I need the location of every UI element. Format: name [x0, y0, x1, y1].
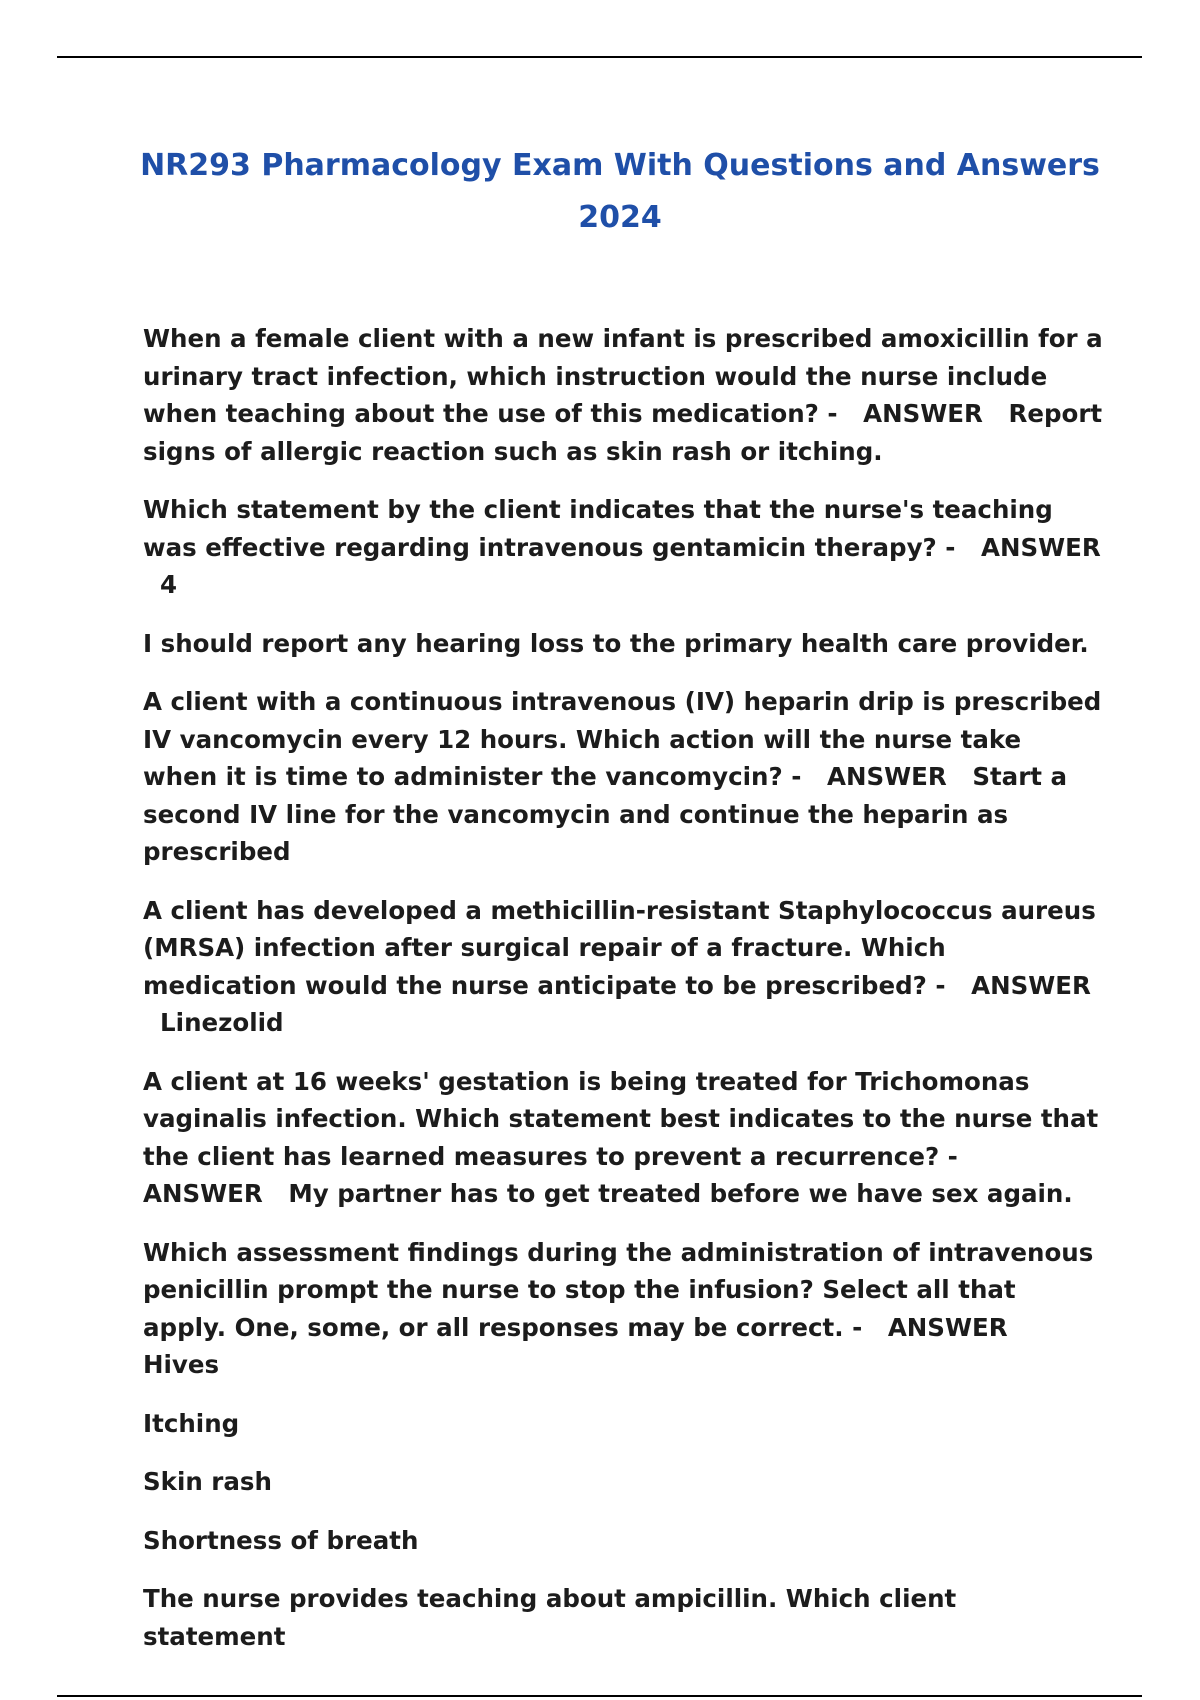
paragraph-3: I should report any hearing loss to the primary health care provider.	[143, 628, 1089, 658]
paragraph-5: A client has developed a methicillin-resistant Staphylococcus aureus (MRSA) infection after surgical repair of a fracture. Which medication would the nurse anticipate to be prescribed? - ANSWER Linezolid	[143, 895, 1096, 1037]
paragraph-8: Itching	[143, 1408, 240, 1438]
document-title: NR293 Pharmacology Exam With Questions and Answers 2024	[140, 148, 1100, 235]
document-body	[143, 320, 1103, 1676]
paragraph-7: Which assessment findings during the administration of intravenous penicillin prompt the nurse to stop the infusion? Select all that apply. One, some, or all responses may be correct. - ANSWER Hives	[143, 1237, 1094, 1379]
paragraph-1: When a female client with a new infant is prescribed amoxicillin for a urinary tract infection, which instruction would the nurse include when teaching about the use of this medication? - ANSWER Report signs of allergic reaction such as skin rash or itching.	[143, 324, 1103, 466]
paragraph-9: Skin rash	[143, 1467, 272, 1496]
bottom-rule	[57, 1695, 1142, 1697]
paragraph-11: The nurse provides teaching about ampicillin. Which client statement	[143, 1584, 957, 1651]
paragraph-2: Which statement by the client indicates that the nurse's teaching was effective regarding intravenous gentamicin therapy? - ANSWER 4	[143, 495, 1101, 599]
paragraph-6: A client at 16 weeks' gestation is being treated for Trichomonas vaginalis infection. Which statement best indicates to the nurse that the client has learned measures to prevent a recurrence? - ANSWER My partner has to get treated before we have sex again.	[143, 1066, 1099, 1208]
top-rule	[57, 56, 1142, 58]
paragraph-10: Shortness of breath	[143, 1525, 419, 1555]
paragraph-4: A client with a continuous intravenous (IV) heparin drip is prescribed IV vancomycin every 12 hours. Which action will the nurse take when it is time to administer the vancomycin? - ANSWER Start a second IV line for the vancomycin and continue the heparin as prescribed	[143, 687, 1102, 866]
